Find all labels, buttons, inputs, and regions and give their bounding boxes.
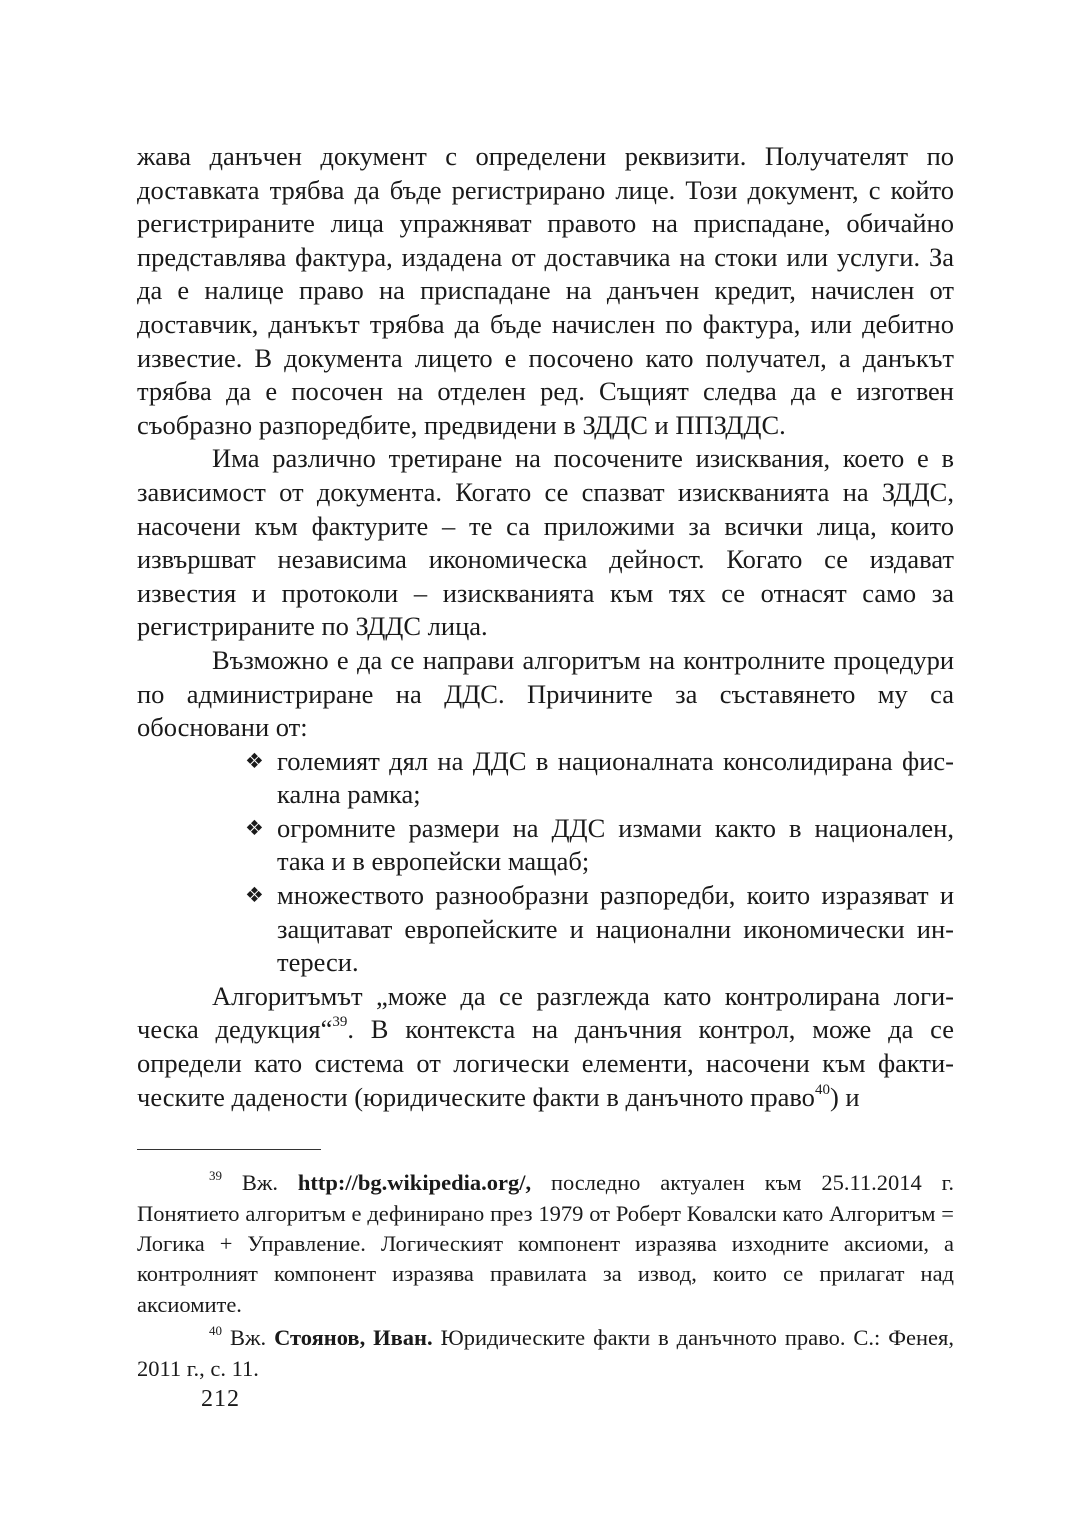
footnote-text: Юридическите факти в данъчното право. С.: Фенея, 2011 г., с. 11. bbox=[137, 1325, 954, 1381]
footnote-divider bbox=[137, 1149, 321, 1150]
paragraph-algorithm-intro: Възможно е да се направи алгоритъм на контролните процедури по администриране на ДДС. Причините за съставянето му са обосновани от: bbox=[137, 644, 954, 743]
diamond-bullet-icon: ❖ bbox=[245, 815, 264, 840]
main-text bbox=[137, 140, 954, 1114]
paragraph-algorithm-definition bbox=[137, 980, 954, 1114]
list-item-text: множеството разнообразни разпоредби, които изразяват и защитават европейските и национални икономически интереси. bbox=[277, 880, 954, 978]
list-item bbox=[245, 879, 954, 980]
page-number: 212 bbox=[201, 1386, 240, 1412]
footnote-39 bbox=[137, 1168, 954, 1320]
diamond-bullet-icon: ❖ bbox=[245, 883, 264, 908]
page-content bbox=[137, 140, 954, 1384]
list-item bbox=[245, 812, 954, 879]
paragraph-treatment: Има различно третиране на посочените изисквания, което е в зависимост от документа. Когато се спазват изискванията на ЗДДС, насочени към фактурите – те са приложими за всички лица, които извършват независима икономическа дейност. Когато се издават известия и протоколи – изискванията към тях се отнасят само за регистрираните по ЗДДС лица. bbox=[137, 443, 954, 642]
definition-text-part-2: . В контекста на данъчния контрол, може да се определи като система от логически елементи, насочени към фактическите дадености (юридическите факти в данъчното право bbox=[137, 1014, 954, 1112]
footnotes bbox=[137, 1168, 954, 1384]
paragraph-continuation: жава данъчен документ с определени реквизити. Получателят по доставката трябва да бъде регистрирано лице. Този документ, с който регистрираните лица упражняват правото на приспадане, обичайно представлява фактура, издадена от доставчика на стоки или услуги. За да е налице право на приспадане на данъчен кредит, начислен от доставчик, данъкът трябва да бъде начислен по фактура, или дебитно известие. В документа лицето е посочено като получател, а данъкът трябва да е посочен на отделен ред. Същият следва да е изготвен съобразно разпоредбите, предвидени в ЗДДС и ППЗДДС. bbox=[137, 141, 954, 440]
diamond-bullet-icon: ❖ bbox=[245, 748, 264, 773]
list-item-text: огромните размери на ДДС измами както в национален, така и в европейски мащаб; bbox=[277, 812, 954, 877]
reasons-list bbox=[137, 745, 954, 980]
list-item-text: големият дял на ДДС в националната консолидирана фискална рамка; bbox=[277, 745, 954, 810]
footnote-number: 40 bbox=[209, 1323, 222, 1339]
footnote-ref-40[interactable]: 40 bbox=[814, 1081, 830, 1098]
definition-text-part-1: Алгоритъмът „може да се разглежда като контролирана логическа дедукция“ bbox=[137, 980, 954, 1045]
footnote-author: Стоянов, Иван. bbox=[274, 1325, 433, 1351]
list-item bbox=[245, 745, 954, 812]
footnote-ref-39[interactable]: 39 bbox=[332, 1014, 348, 1031]
footnote-prefix: Вж. bbox=[222, 1170, 298, 1196]
footnote-number: 39 bbox=[209, 1168, 222, 1184]
definition-text-part-3: ) и bbox=[829, 1081, 860, 1112]
footnote-source-link[interactable]: http://bg.wikipedia.org/, bbox=[297, 1170, 532, 1196]
footnote-40 bbox=[137, 1323, 954, 1384]
footnote-text: последно актуален към 25.11.2014 г. Понятието алгоритъм е дефинирано през 1979 от Роберт Ковалски като Алгоритъм = Логика + Управление. Логическият компонент изразява изходните аксиоми, а контролният компонент изразява правилата за извод, които се прилагат над аксиомите. bbox=[137, 1170, 954, 1317]
footnote-prefix: Вж. bbox=[222, 1325, 275, 1351]
